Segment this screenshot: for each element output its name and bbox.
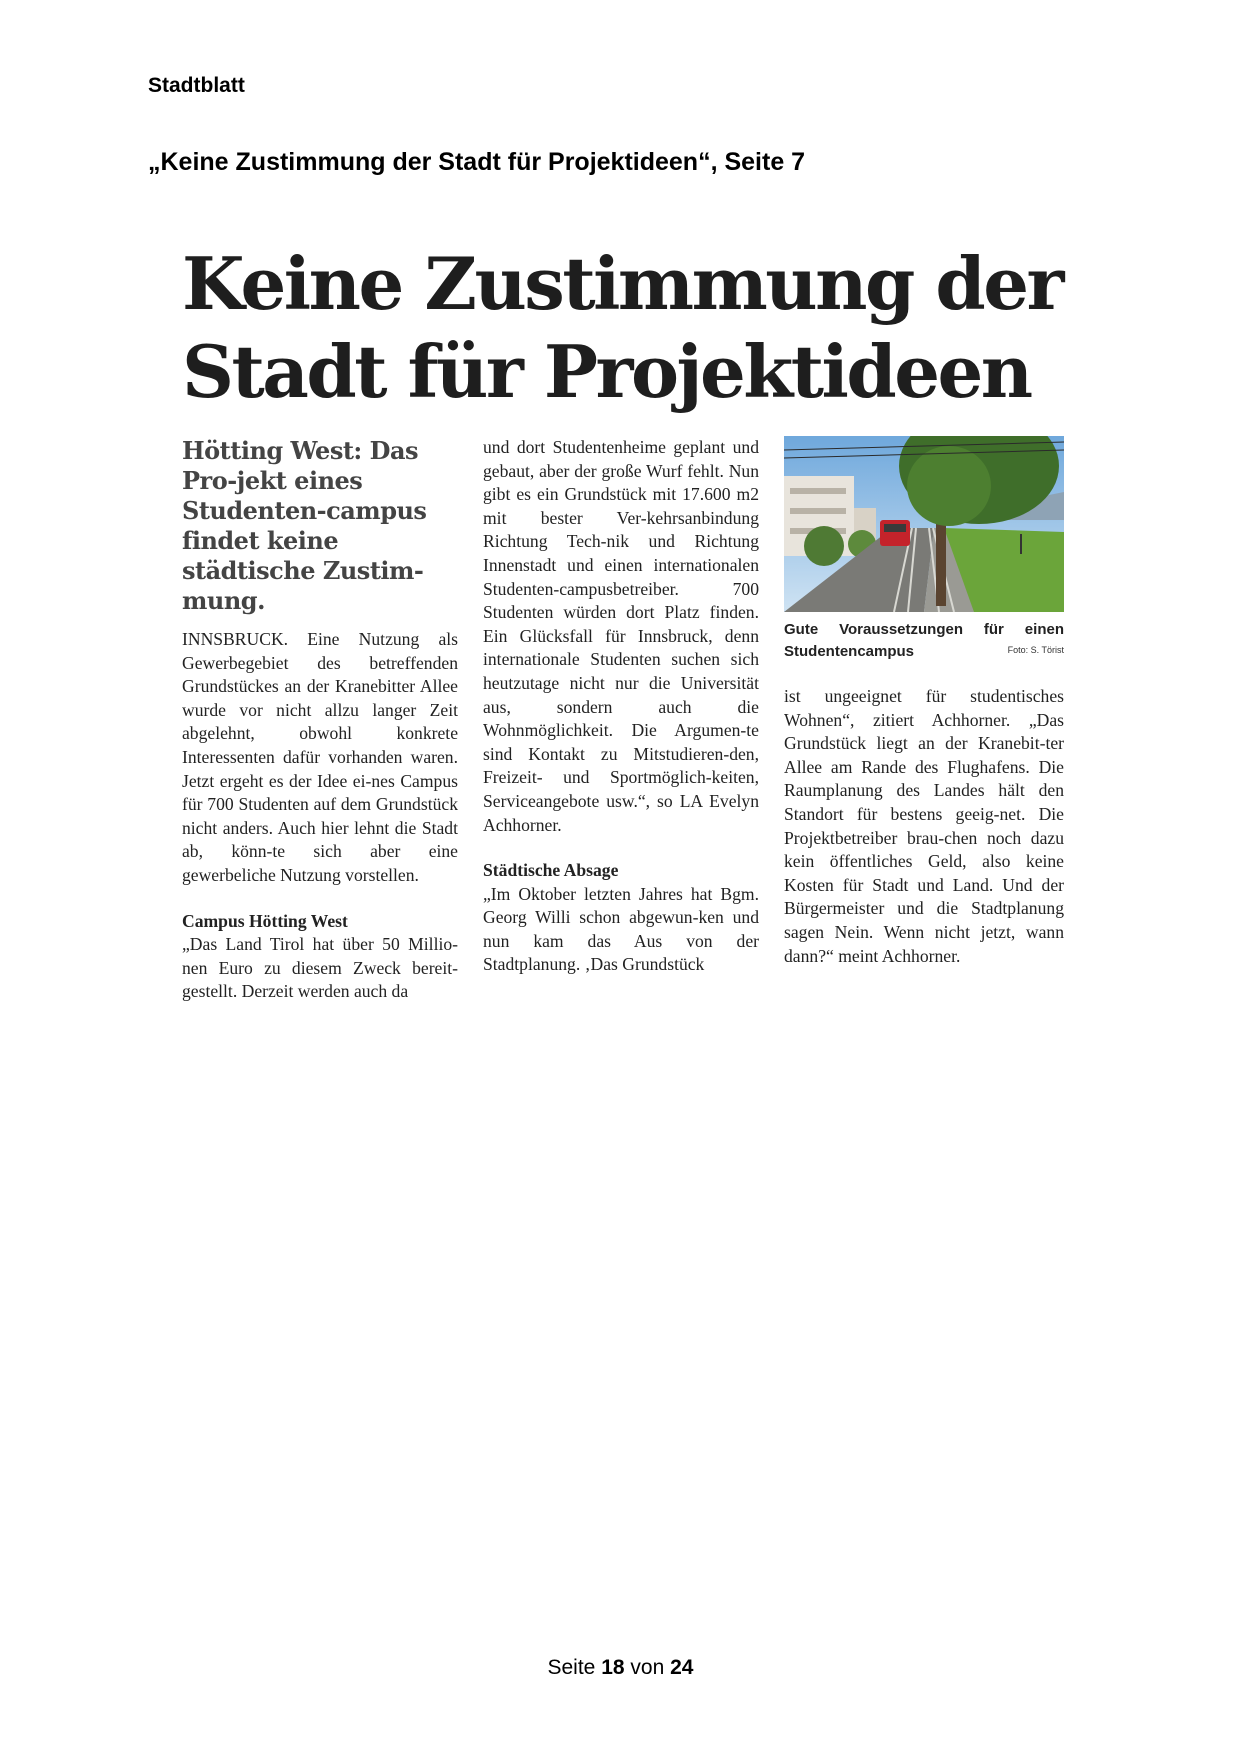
headline-line-1: Keine Zustimmung der — [182, 241, 1062, 326]
article-subheadline: Hötting West: Das Pro-jekt eines Studenten-campus findet keine städtische Zustim-mung. — [182, 436, 427, 615]
intro-paragraph: INNSBRUCK. Eine Nutzung als Gewerbegebiet des betreffenden Grundstückes an der Kranebitter Allee wurde vor nicht allzu langer Zeit abgelehnt, obwohl konkrete Interessenten dafür vorhanden waren. Jetzt ergeht es der Idee ei-nes Campus für 700 Studenten auf dem Grundstück nicht anders. Auch hier lehnt die Stadt ab, könn-te sich aber eine gewerbeliche Nutzung vorstellen. — [182, 629, 458, 885]
caption-text: Gute Voraussetzungen für einen Studentencampus — [784, 621, 1064, 660]
column-2 — [483, 436, 759, 977]
publication-name: Stadtblatt — [148, 74, 245, 97]
current-page-number: 18 — [601, 1656, 625, 1679]
street-tram-photo — [784, 436, 1064, 612]
total-page-count: 24 — [670, 1656, 694, 1679]
newspaper-clipping — [182, 240, 1064, 1002]
headline-line-2: Stadt für Projektideen — [182, 329, 1031, 414]
final-paragraph: ist ungeeignet für studentisches Wohnen“, zitiert Achhorner. „Das Grundstück liegt an der Kranebit-ter Allee am Rande des Flughafens. Die Raumplanung des Landes hält den Standort für bestens geeig-net. Die Projektbetreiber brau-chen noch dazu kein öffentliches Geld, also keine Kosten für Stadt und Land. Und der Bürgermeister und die Stadtplanung sagen Nein. Wenn nicht jetzt, wann dann?“ meint Achhorner. — [784, 686, 1064, 966]
section-title-absage: Städtische Absage — [483, 860, 619, 881]
column-1 — [182, 436, 458, 1004]
article-headline — [182, 240, 1064, 416]
footer-prefix: Seite — [547, 1656, 596, 1679]
section-paragraph-campus: „Das Land Tirol hat über 50 Millio-nen Euro zu diesem Zweck bereit-gestellt. Derzeit werden auch da — [182, 934, 458, 1002]
photo-credit: Foto: S. Törist — [1007, 645, 1064, 655]
article-columns — [182, 436, 1064, 1002]
continuation-paragraph: und dort Studentenheime geplant und gebaut, aber der große Wurf fehlt. Nun gibt es ein Grundstück mit 17.600 m2 mit bester Ver-kehrsanbindung Richtung Tech-nik und Richtung Innenstadt und einen internationalen Studenten-campusbetreiber. 700 Studenten würden dort Platz finden. Ein Glücksfall für Innsbruck, denn internationale Studenten suchen sich heutzutage nicht nur die Universität aus, sondern auch die Wohnmöglichkeit. Die Argumen-te sind Kontakt zu Mitstudieren-den, Freizeit- und Sportmöglich-keiten, Serviceangebote usw.“, so LA Evelyn Achhorner. — [483, 437, 759, 835]
photo-caption — [784, 619, 1064, 663]
footer-middle: von — [630, 1656, 665, 1679]
section-paragraph-absage: „Im Oktober letzten Jahres hat Bgm. Georg Willi schon abgewun-ken und nun kam das Aus von der Stadtplanung. ‚Das Grundstück — [483, 883, 759, 975]
article-reference: „Keine Zustimmung der Stadt für Projektideen“, Seite 7 — [148, 148, 806, 176]
page-footer — [0, 1656, 1241, 1680]
column-3 — [784, 436, 1064, 968]
section-title-campus: Campus Hötting West — [182, 910, 348, 931]
